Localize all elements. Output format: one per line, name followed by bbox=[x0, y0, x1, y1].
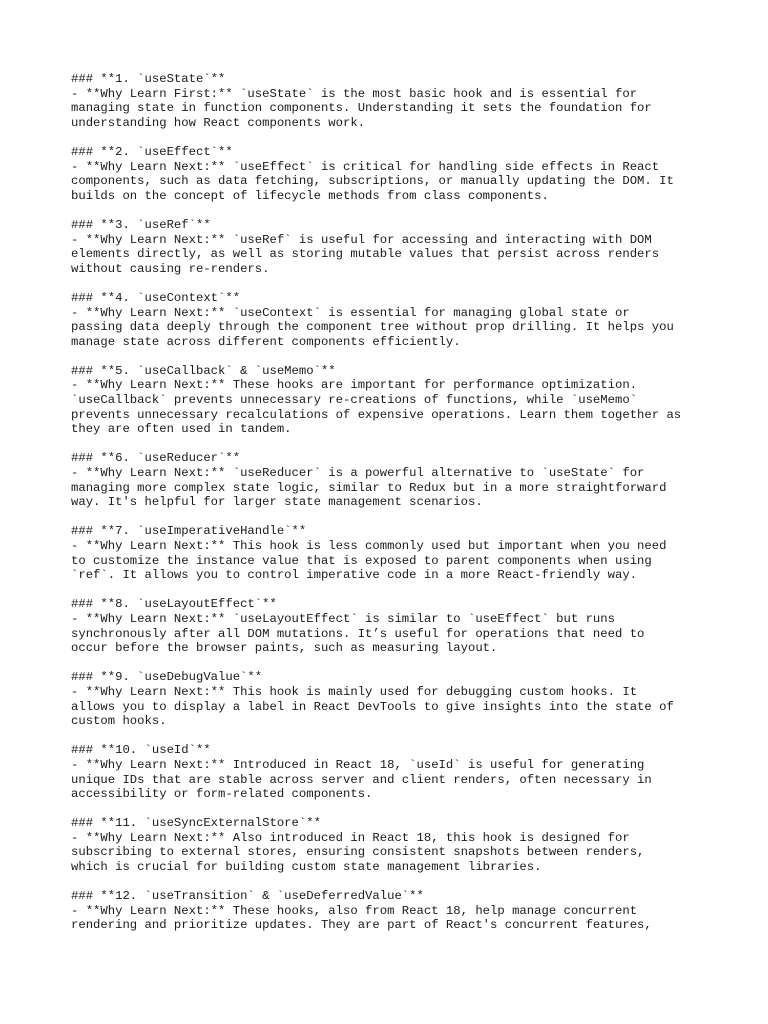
section-usedebugvalue bbox=[71, 670, 711, 728]
section-text-line: - **Why Learn Next:** `useEffect` is critical for handling side effects in React bbox=[71, 159, 660, 174]
section-heading: ### **4. `useContext`** bbox=[71, 290, 241, 305]
section-heading: ### **7. `useImperativeHandle`** bbox=[71, 524, 307, 539]
section-text-line: `ref`. It allows you to control imperative code in a more React-friendly way. bbox=[71, 568, 638, 583]
section-text-line: they are often used in tandem. bbox=[71, 422, 292, 437]
section-text-line: - **Why Learn Next:** `useRef` is useful for accessing and interacting with DOM bbox=[71, 232, 652, 247]
section-heading: ### **10. `useId`** bbox=[71, 743, 211, 758]
section-text-line: unique IDs that are stable across server and client renders, often necessary in bbox=[71, 772, 652, 787]
section-text-line: synchronously after all DOM mutations. It’s useful for operations that need to bbox=[71, 626, 645, 641]
section-text-line: rendering and prioritize updates. They are part of React's concurrent features, bbox=[71, 918, 652, 933]
section-text-line: to customize the instance value that is exposed to parent components when using bbox=[71, 553, 652, 568]
section-text-line: managing state in function components. Understanding it sets the foundation for bbox=[71, 101, 652, 116]
section-heading: ### **12. `useTransition` & `useDeferredValue`** bbox=[71, 889, 424, 904]
section-useimperativehandle bbox=[71, 524, 711, 582]
section-text-line: - **Why Learn Next:** `useContext` is essential for managing global state or bbox=[71, 305, 630, 320]
section-text-line: occur before the browser paints, such as measuring layout. bbox=[71, 641, 498, 656]
section-text-line: builds on the concept of lifecycle methods from class components. bbox=[71, 188, 549, 203]
section-text-line: manage state across different components efficiently. bbox=[71, 334, 461, 349]
section-uselayouteffect bbox=[71, 597, 711, 655]
section-usetransition-usedeferredvalue bbox=[71, 889, 711, 933]
section-text-line: prevents unnecessary recalculations of expensive operations. Learn them together as bbox=[71, 407, 682, 422]
section-useref bbox=[71, 218, 711, 276]
section-text-line: way. It's helpful for larger state management scenarios. bbox=[71, 495, 483, 510]
section-usesyncexternalstore bbox=[71, 816, 711, 874]
section-usecontext bbox=[71, 291, 711, 349]
document-page bbox=[71, 72, 711, 948]
section-usecallback-usememo bbox=[71, 364, 711, 437]
section-text-line: - **Why Learn First:** `useState` is the most basic hook and is essential for bbox=[71, 86, 638, 101]
section-usestate bbox=[71, 72, 711, 130]
section-text-line: - **Why Learn Next:** Introduced in React 18, `useId` is useful for generating bbox=[71, 757, 645, 772]
section-text-line: components, such as data fetching, subscriptions, or manually updating the DOM. It bbox=[71, 174, 674, 189]
section-text-line: understanding how React components work. bbox=[71, 115, 366, 130]
section-heading: ### **11. `useSyncExternalStore`** bbox=[71, 816, 321, 831]
section-heading: ### **6. `useReducer`** bbox=[71, 451, 241, 466]
section-text-line: custom hooks. bbox=[71, 714, 167, 729]
section-heading: ### **5. `useCallback` & `useMemo`** bbox=[71, 363, 336, 378]
section-text-line: - **Why Learn Next:** This hook is less commonly used but important when you need bbox=[71, 539, 667, 553]
section-text-line: `useCallback` prevents unnecessary re-creations of functions, while `useMemo` bbox=[71, 393, 638, 408]
section-usereducer bbox=[71, 451, 711, 509]
section-text-line: allows you to display a label in React DevTools to give insights into the state of bbox=[71, 699, 674, 714]
section-heading: ### **9. `useDebugValue`** bbox=[71, 670, 263, 685]
section-heading: ### **3. `useRef`** bbox=[71, 217, 211, 232]
section-text-line: - **Why Learn Next:** This hook is mainly used for debugging custom hooks. It bbox=[71, 684, 638, 699]
section-text-line: passing data deeply through the component tree without prop drilling. It helps you bbox=[71, 320, 674, 335]
section-text-line: - **Why Learn Next:** Also introduced in React 18, this hook is designed for bbox=[71, 830, 630, 845]
section-heading: ### **1. `useState`** bbox=[71, 72, 226, 86]
section-text-line: accessibility or form-related components. bbox=[71, 787, 373, 802]
section-text-line: without causing re-renders. bbox=[71, 261, 270, 276]
section-heading: ### **2. `useEffect`** bbox=[71, 144, 233, 159]
section-useid bbox=[71, 743, 711, 801]
section-text-line: - **Why Learn Next:** These hooks, also from React 18, help manage concurrent bbox=[71, 903, 638, 918]
section-useeffect bbox=[71, 145, 711, 203]
section-text-line: - **Why Learn Next:** These hooks are important for performance optimization. bbox=[71, 378, 638, 393]
section-text-line: which is crucial for building custom state management libraries. bbox=[71, 860, 542, 875]
section-text-line: subscribing to external stores, ensuring consistent snapshots between renders, bbox=[71, 845, 645, 860]
section-text-line: - **Why Learn Next:** `useReducer` is a powerful alternative to `useState` for bbox=[71, 466, 645, 481]
section-text-line: elements directly, as well as storing mutable values that persist across renders bbox=[71, 247, 660, 262]
section-text-line: managing more complex state logic, similar to Redux but in a more straightforward bbox=[71, 480, 667, 495]
section-heading: ### **8. `useLayoutEffect`** bbox=[71, 597, 277, 612]
section-text-line: - **Why Learn Next:** `useLayoutEffect` is similar to `useEffect` but runs bbox=[71, 611, 615, 626]
